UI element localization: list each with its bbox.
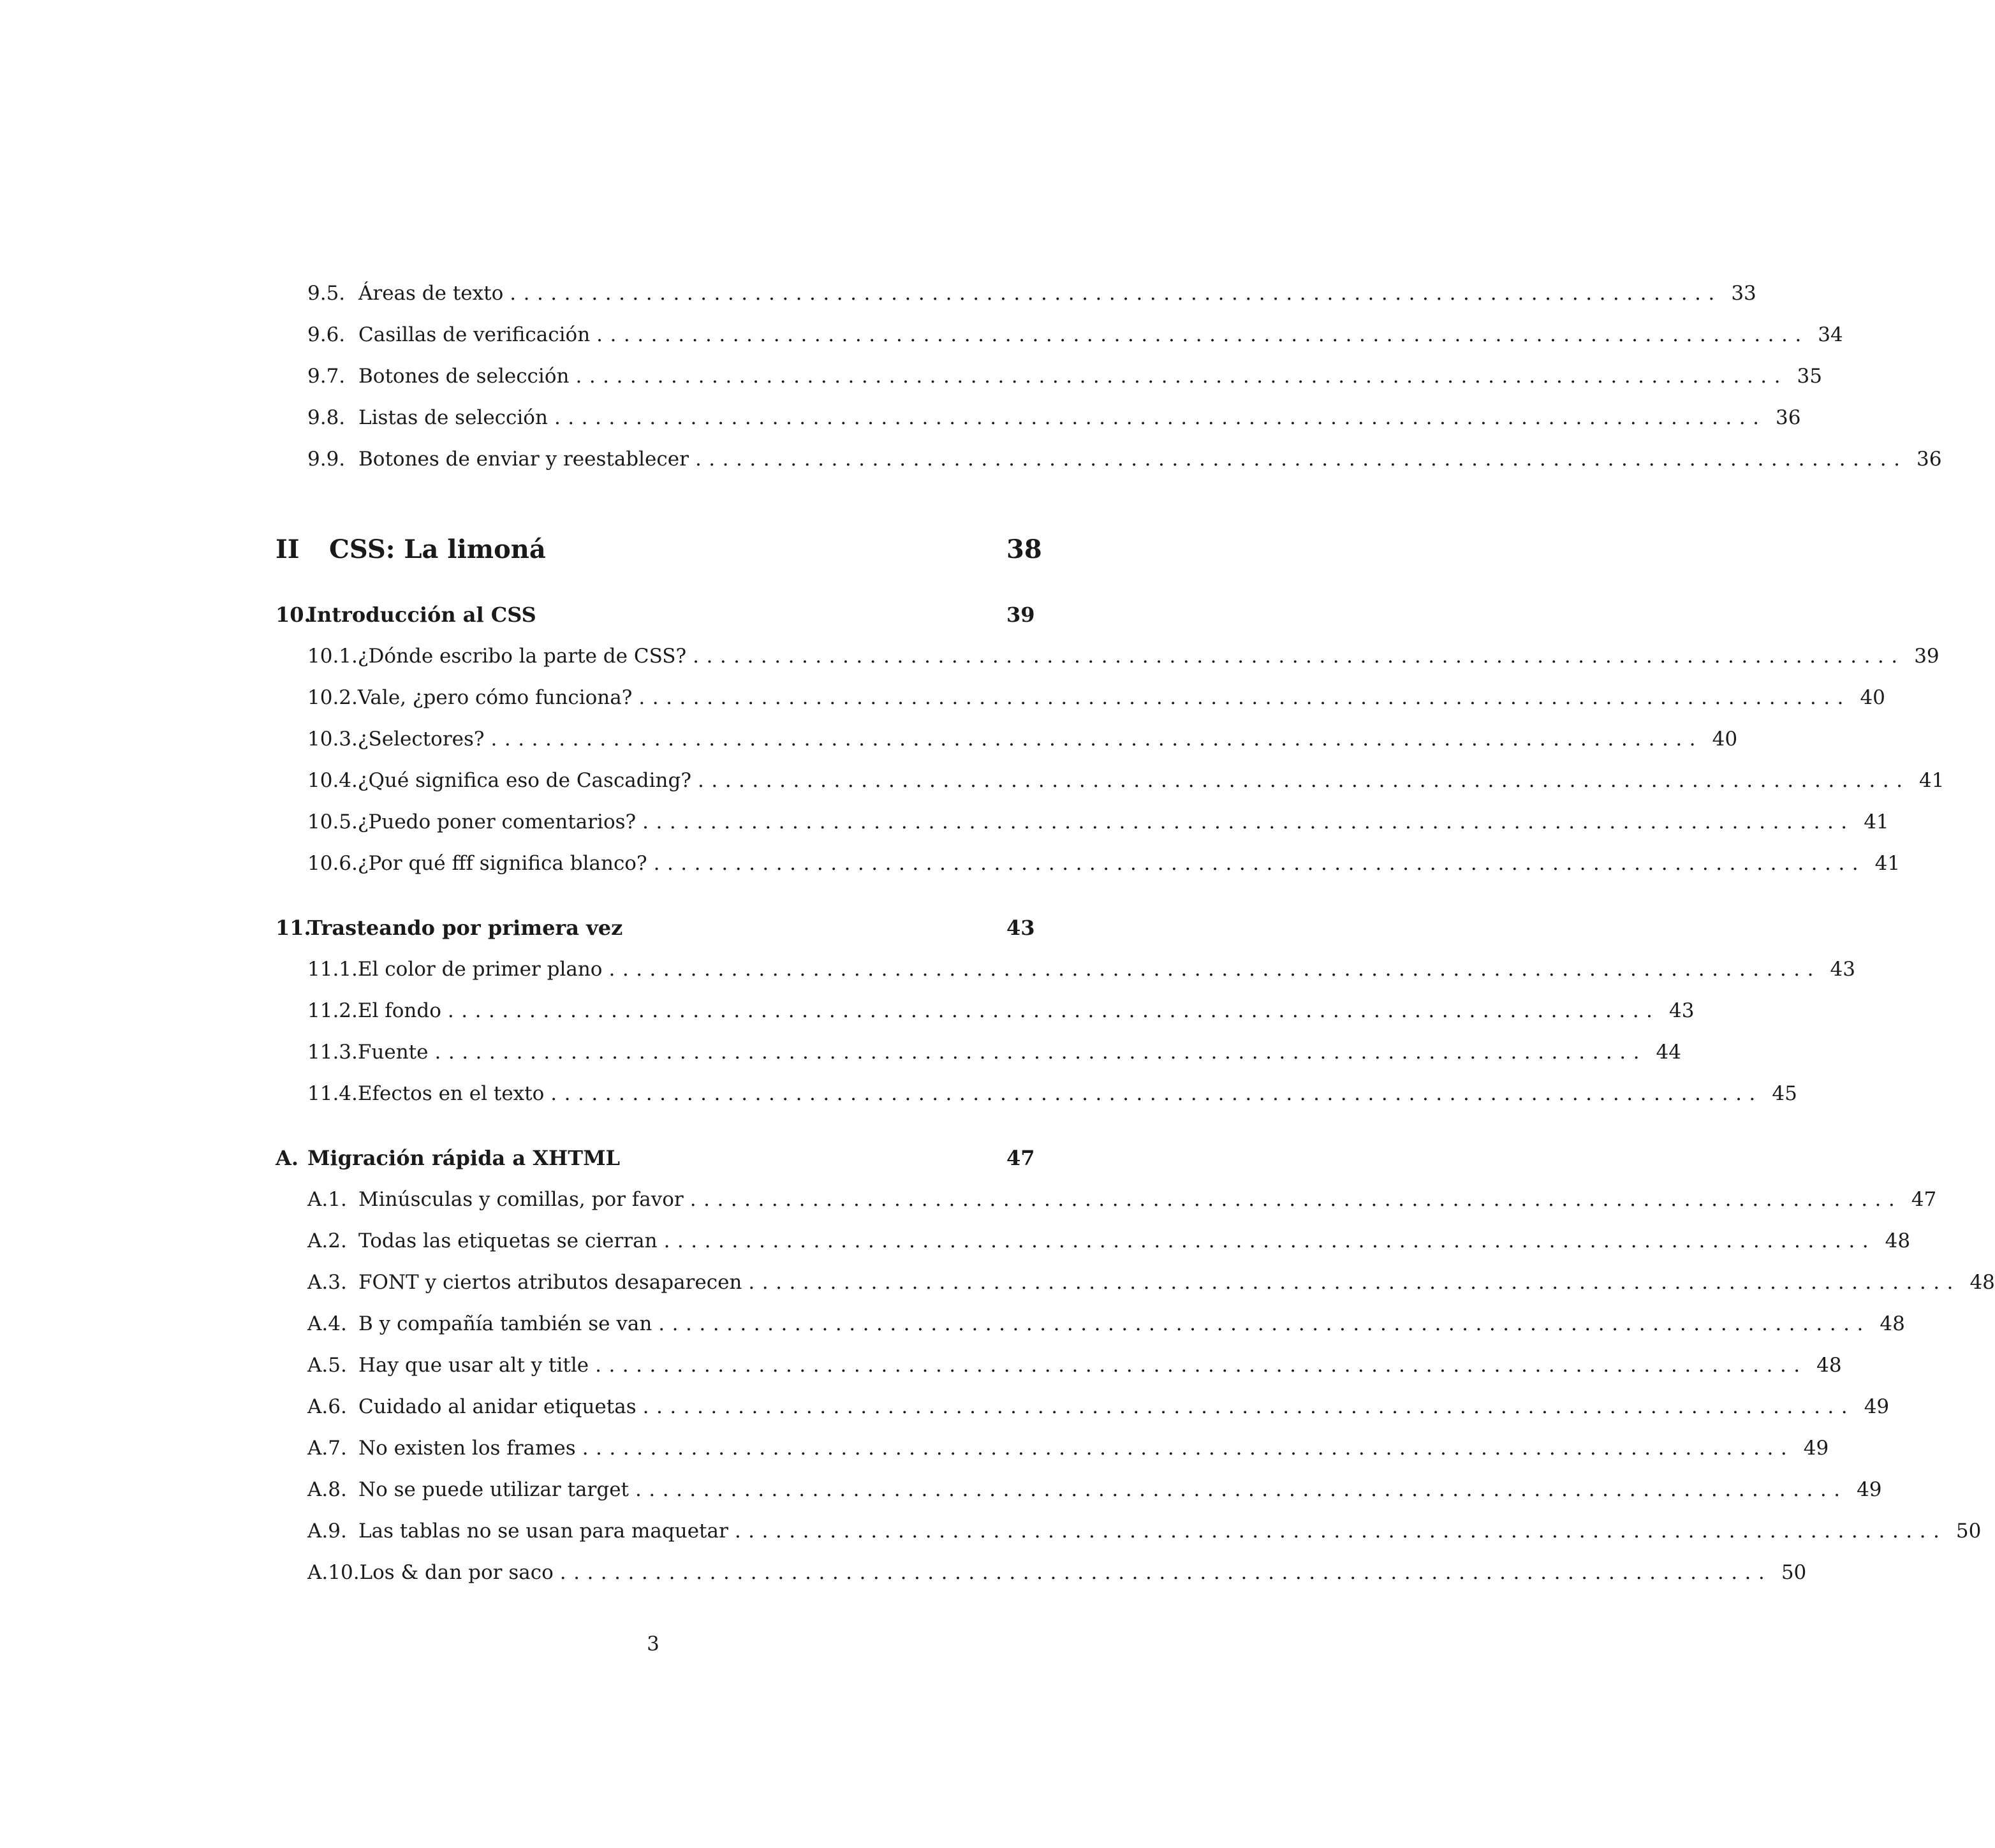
toc-entry[interactable] (276, 274, 1756, 312)
chapter-title: Introducción al CSS (307, 603, 536, 627)
toc-entry[interactable] (276, 316, 1843, 354)
dot-leader: ......................................................................................... (582, 1437, 1795, 1460)
dot-leader: ......................................................................................... (434, 1041, 1647, 1064)
toc-entry[interactable] (276, 1470, 1882, 1509)
entry-title: El color de primer plano (357, 958, 603, 981)
toc-entry[interactable] (276, 1346, 1842, 1384)
entry-number: 9.8. (307, 406, 346, 429)
entry-number: 10.5. (307, 810, 358, 833)
entry-number: A.7. (307, 1437, 347, 1460)
chapter-number: A. (276, 1146, 298, 1170)
entry-title: Todas las etiquetas se cierran (358, 1229, 658, 1252)
entry-number: A.9. (307, 1520, 347, 1543)
toc-entry[interactable] (276, 637, 1940, 675)
entry-number: 9.7. (307, 365, 346, 388)
entry-title: Hay que usar alt y title (358, 1354, 589, 1377)
dot-leader: ......................................................................................... (575, 365, 1788, 388)
page-number: 3 (647, 1632, 659, 1655)
toc-entry[interactable] (276, 1263, 1995, 1302)
entry-title: Fuente (357, 1041, 429, 1064)
entry-page: 35 (1797, 365, 1822, 388)
entry-number: A.4. (307, 1312, 347, 1335)
entry-title: Las tablas no se usan para maquetar (358, 1520, 728, 1543)
toc-entry[interactable] (276, 1305, 1905, 1343)
entry-number: 10.3. (307, 728, 358, 751)
entry-page: 50 (1781, 1561, 1807, 1584)
entry-title: Vale, ¿pero cómo funciona? (357, 686, 633, 709)
chapter-number: 11. (276, 916, 311, 940)
entry-page: 48 (1816, 1354, 1842, 1377)
entry-title: ¿Puedo poner comentarios? (357, 810, 637, 833)
entry-number: 9.5. (307, 282, 346, 305)
entry-page: 49 (1857, 1478, 1882, 1501)
dot-leader: ......................................................................................... (653, 852, 1866, 875)
toc-entry[interactable] (276, 1388, 1890, 1426)
entry-number: 9.6. (307, 323, 346, 346)
entry-title: Áreas de texto (358, 282, 504, 305)
entry-title: Casillas de verificación (358, 323, 591, 346)
dot-leader: ......................................................................................... (734, 1520, 1947, 1543)
entry-page: 34 (1818, 323, 1843, 346)
entry-number: 10.4. (307, 769, 358, 792)
entry-number: 10.2. (307, 686, 358, 709)
entry-title: No se puede utilizar target (358, 1478, 629, 1501)
toc-chapter[interactable] (276, 1139, 1033, 1177)
part-title: CSS: La limoná (329, 534, 546, 564)
entry-page: 33 (1731, 282, 1756, 305)
entry-number: 10.1. (307, 645, 358, 668)
entry-title: ¿Por qué fff significa blanco? (357, 852, 647, 875)
chapter-title: Trasteando por primera vez (307, 916, 623, 940)
entry-number: 11.4. (307, 1082, 358, 1105)
entry-title: El fondo (357, 999, 441, 1022)
entry-number: 9.9. (307, 448, 346, 471)
part-page: 38 (1006, 534, 1042, 564)
dot-leader: ......................................................................................... (595, 1354, 1807, 1377)
dot-leader: ......................................................................................... (658, 1312, 1871, 1335)
entry-page: 48 (1880, 1312, 1905, 1335)
entry-page: 44 (1656, 1041, 1681, 1064)
dot-leader: ......................................................................................... (635, 1478, 1848, 1501)
entry-page: 49 (1864, 1395, 1890, 1418)
chapter-page: 39 (1006, 603, 1035, 627)
entry-page: 48 (1885, 1229, 1911, 1252)
entry-page: 41 (1874, 852, 1901, 875)
chapter-number: 10. (276, 603, 311, 627)
entry-title: Cuidado al anidar etiquetas (358, 1395, 637, 1418)
entry-page: 43 (1668, 999, 1695, 1022)
entry-page: 49 (1803, 1437, 1829, 1460)
entry-page: 41 (1919, 769, 1945, 792)
toc-entry[interactable] (276, 803, 1889, 841)
entry-number: 11.2. (307, 999, 358, 1022)
toc-entry[interactable] (276, 1553, 1807, 1592)
entry-number: A.3. (307, 1271, 347, 1294)
toc-entry[interactable] (276, 1512, 1982, 1550)
entry-title: No existen los frames (358, 1437, 576, 1460)
toc-chapter[interactable] (276, 596, 1033, 634)
chapter-title: Migración rápida a XHTML (307, 1146, 620, 1170)
entry-title: ¿Selectores? (357, 728, 485, 751)
toc-part[interactable] (276, 527, 1042, 572)
entry-number: 11.1. (307, 958, 358, 981)
toc-entry[interactable] (276, 678, 1885, 717)
toc-entry[interactable] (276, 1074, 1797, 1113)
entry-page: 39 (1914, 645, 1940, 668)
toc-entry[interactable] (276, 761, 1945, 800)
entry-page: 41 (1864, 810, 1889, 833)
dot-leader: ......................................................................................... (608, 958, 1821, 981)
entry-title: Botones de enviar y reestablecer (358, 448, 689, 471)
entry-page: 40 (1860, 686, 1885, 709)
entry-page: 50 (1955, 1520, 1982, 1543)
dot-leader: ......................................................................................... (490, 728, 1704, 751)
toc-entry[interactable] (276, 720, 1738, 758)
chapter-page: 43 (1006, 916, 1035, 940)
entry-title: Listas de selección (358, 406, 548, 429)
part-number: II (276, 534, 300, 564)
toc-entry[interactable] (276, 1033, 1681, 1071)
dot-leader: ......................................................................................... (510, 282, 1722, 305)
dot-leader: ......................................................................................... (642, 810, 1855, 833)
entry-title: FONT y ciertos atributos desaparecen (358, 1271, 742, 1294)
toc-entry[interactable] (276, 399, 1801, 437)
entry-number: A.8. (307, 1478, 347, 1501)
dot-leader: ......................................................................................... (748, 1271, 1961, 1294)
dot-leader: ......................................................................................... (695, 448, 1908, 471)
toc-entry[interactable] (276, 357, 1822, 395)
dot-leader: ......................................................................................... (554, 406, 1767, 429)
dot-leader: ......................................................................................... (697, 769, 1910, 792)
entry-title: Efectos en el texto (357, 1082, 545, 1105)
toc-entry[interactable] (276, 1222, 1911, 1260)
entry-title: Los & dan por saco (359, 1561, 554, 1584)
entry-title: B y compañía también se van (358, 1312, 652, 1335)
toc-entry[interactable] (276, 992, 1695, 1030)
entry-title: ¿Qué significa eso de Cascading? (357, 769, 691, 792)
toc-entry[interactable] (276, 844, 1901, 883)
toc-entry[interactable] (276, 950, 1855, 988)
dot-leader: ......................................................................................... (596, 323, 1809, 346)
dot-leader: ......................................................................................... (447, 999, 1660, 1022)
dot-leader: ......................................................................................... (663, 1229, 1876, 1252)
entry-page: 45 (1772, 1082, 1797, 1105)
entry-page: 36 (1917, 448, 1942, 471)
toc-chapter[interactable] (276, 909, 1033, 947)
entry-number: A.1. (307, 1188, 347, 1211)
dot-leader: ......................................................................................... (642, 1395, 1855, 1418)
entry-page: 36 (1776, 406, 1801, 429)
entry-title: Minúsculas y comillas, por favor (358, 1188, 684, 1211)
entry-number: 11.3. (307, 1041, 358, 1064)
dot-leader: ......................................................................................... (693, 645, 1905, 668)
toc-entry[interactable] (276, 1429, 1829, 1467)
entry-title: Botones de selección (358, 365, 570, 388)
dot-leader: ......................................................................................... (550, 1082, 1763, 1105)
dot-leader: ......................................................................................... (559, 1561, 1772, 1584)
entry-number: A.10. (307, 1561, 360, 1584)
entry-page: 48 (1969, 1271, 1995, 1294)
entry-number: A.6. (307, 1395, 347, 1418)
dot-leader: ......................................................................................... (638, 686, 1851, 709)
entry-number: 10.6. (307, 852, 358, 875)
entry-number: A.2. (307, 1229, 347, 1252)
entry-title: ¿Dónde escribo la parte de CSS? (357, 645, 687, 668)
toc-entry[interactable] (276, 1180, 1937, 1219)
entry-number: A.5. (307, 1354, 347, 1377)
entry-page: 40 (1712, 728, 1738, 751)
dot-leader: ......................................................................................... (689, 1188, 1903, 1211)
entry-page: 43 (1830, 958, 1855, 981)
entry-page: 47 (1911, 1188, 1937, 1211)
chapter-page: 47 (1006, 1146, 1035, 1170)
toc-entry[interactable] (276, 440, 1942, 478)
